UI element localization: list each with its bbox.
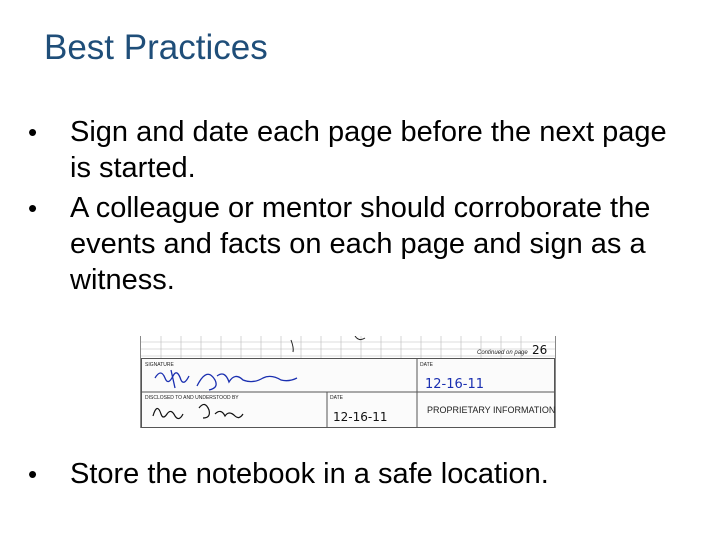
bullet-glyph: •: [28, 459, 38, 489]
author-signature: [155, 370, 297, 390]
page-number: 26: [532, 343, 548, 357]
notebook-page-graphic: [141, 336, 555, 428]
bullet-text: Sign and date each page before the next page is started.: [70, 116, 667, 184]
signature-label: SIGNATURE: [145, 362, 174, 368]
page-title: Best Practices: [44, 28, 268, 67]
disclosed-label: DISCLOSED TO AND UNDERSTOOD BY: [145, 395, 239, 401]
date-label: DATE: [420, 362, 433, 368]
author-date: 12-16-11: [425, 377, 485, 392]
proprietary-label: PROPRIETARY INFORMATION: [427, 405, 555, 415]
bullet-glyph: •: [28, 117, 38, 147]
bullet-text: A colleague or mentor should corroborate the events and facts on each page and sign as a witness.: [70, 192, 651, 296]
bullet-text: Store the notebook in a safe location.: [70, 458, 549, 490]
witness-signature: [153, 404, 243, 418]
bullet-item: [26, 190, 676, 298]
bullet-item-final: [26, 456, 549, 492]
continued-label: Continued on page: [477, 350, 528, 356]
notebook-signature-image: [140, 336, 556, 428]
bullet-item: [26, 114, 676, 186]
bullet-list: [26, 114, 676, 302]
bullet-glyph: •: [28, 193, 38, 223]
witness-date: 12-16-11: [333, 410, 388, 424]
witness-date-label: DATE: [330, 395, 343, 401]
